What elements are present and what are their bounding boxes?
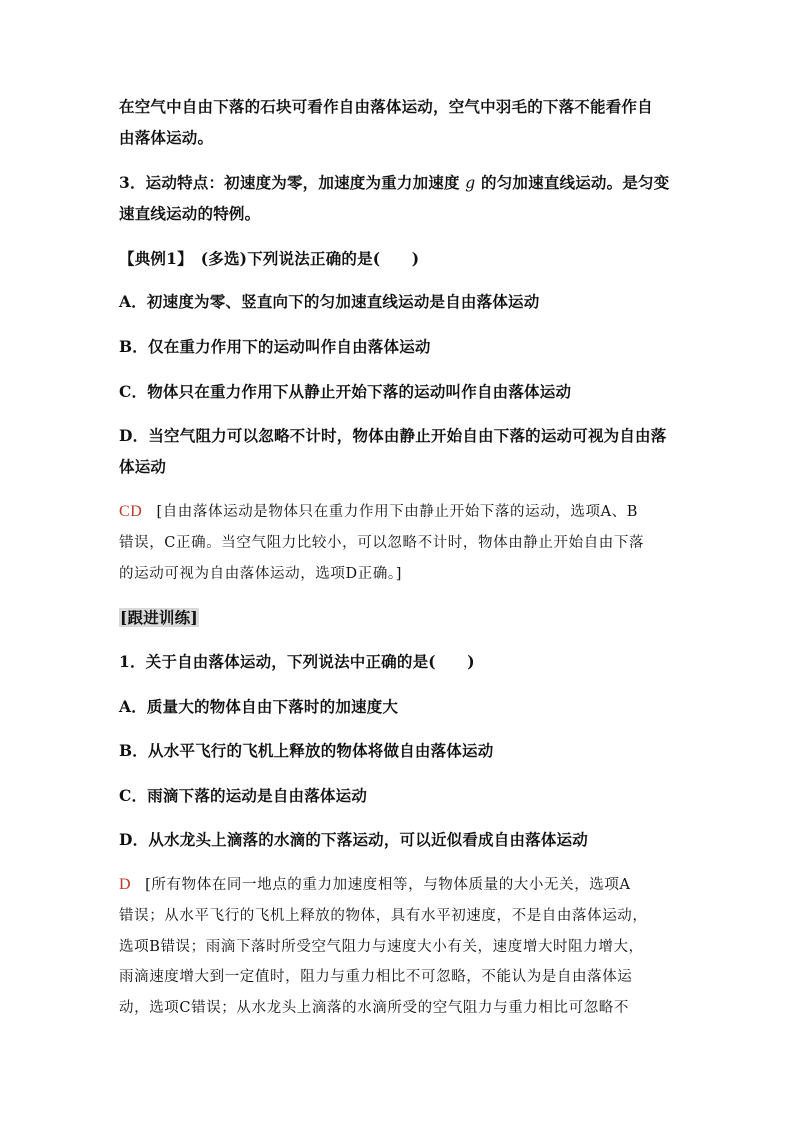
training-question: 1．关于自由落体运动，下列说法中正确的是( )	[119, 652, 475, 671]
training-option-d: D．从水龙头上滴落的水滴的下落运动，可以近似看成自由落体运动	[119, 830, 588, 849]
training-answer: D	[119, 876, 132, 893]
training-explanation-line-4: 雨滴速度增大到一定值时，阻力与重力相比不可忽略，不能认为是自由落体运	[119, 969, 633, 985]
feature-text-a: 3．运动特点：初速度为零，加速度为重力加速度	[119, 173, 460, 192]
example-title: 【典例1】 (多选)下列说法正确的是( )	[119, 249, 420, 268]
feature-text-b: 的匀加速直线运动。是匀变	[481, 173, 670, 192]
feature-line-1	[119, 173, 669, 193]
example-option-d: D．当空气阻力可以忽略不计时，物体由静止开始自由下落的运动可视为自由落	[119, 426, 667, 445]
example-explanation-line-2: 错误，C正确。当空气阻力比较小，可以忽略不计时，物体由静止开始自由下落	[119, 535, 645, 551]
example-option-b: B．仅在重力作用下的运动叫作自由落体运动	[119, 337, 431, 356]
intro-line-2: 由落体运动。	[119, 128, 214, 147]
training-explanation-line-1	[119, 875, 631, 895]
training-explanation-line-5: 动，选项C错误；从水龙头上滴落的水滴所受的空气阻力与重力相比可忽略不	[119, 1000, 629, 1016]
training-explanation-line-3: 选项B错误；雨滴下落时所受空气阻力与速度大小有关，速度增大时阻力增大，	[119, 939, 644, 955]
training-option-c: C．雨滴下落的运动是自由落体运动	[119, 786, 368, 805]
training-option-b: B．从水平飞行的飞机上释放的物体将做自由落体运动	[119, 741, 494, 760]
intro-line-1: 在空气中自由下落的石块可看作自由落体运动，空气中羽毛的下落不能看作自	[119, 97, 653, 116]
training-explanation-line-2: 错误；从水平飞行的飞机上释放的物体，具有水平初速度，不是自由落体运动，	[119, 908, 648, 924]
example-answer: CD	[119, 503, 143, 520]
gravity-symbol: g	[465, 174, 476, 192]
example-option-d-cont: 体运动	[119, 457, 167, 476]
training-heading	[119, 608, 199, 628]
example-explanation-line-1	[119, 502, 638, 522]
example-option-a: A．初速度为零、竖直向下的匀加速直线运动是自由落体运动	[119, 292, 540, 311]
example-option-c: C．物体只在重力作用下从静止开始下落的运动叫作自由落体运动	[119, 382, 572, 401]
example-explanation-line-3: 的运动可视为自由落体运动，选项D正确。]	[119, 566, 403, 582]
training-heading-label: [跟进训练]	[120, 608, 198, 627]
training-explanation-text-1: [所有物体在同一地点的重力加速度相等，与物体质量的大小无关，选项A	[145, 877, 631, 893]
example-explanation-text-1: [自由落体运动是物体只在重力作用下由静止开始下落的运动，选项A、B	[156, 504, 639, 520]
feature-line-2: 速直线运动的特例。	[119, 204, 261, 223]
training-option-a: A．质量大的物体自由下落时的加速度大	[119, 697, 399, 716]
